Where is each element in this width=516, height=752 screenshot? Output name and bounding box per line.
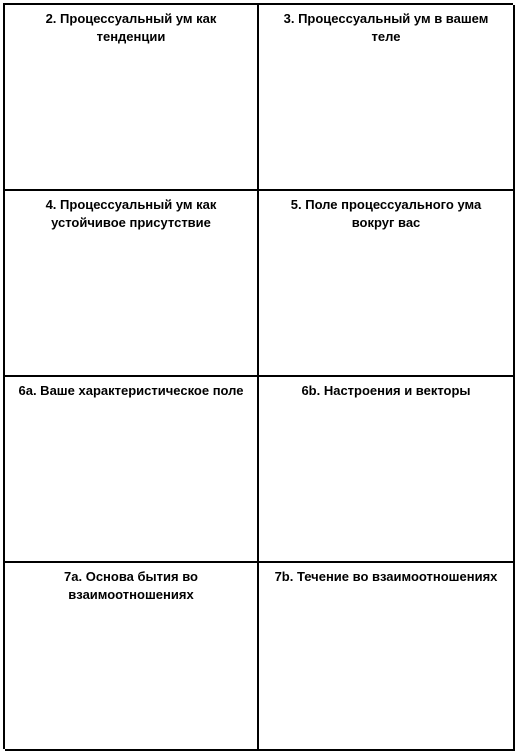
- cell-title: 3. Процессуальный ум в вашем теле: [283, 11, 489, 44]
- cell-6b-moods-vectors: [259, 377, 515, 563]
- cell-2-tendencies: [5, 5, 259, 191]
- cell-7a-ground-of-being: [5, 563, 259, 751]
- cell-4-presence: [5, 191, 259, 377]
- cell-3-body: [259, 5, 515, 191]
- cell-7b-flow: [259, 563, 515, 751]
- cell-title: 7b. Течение во взаимоотношениях: [274, 569, 498, 584]
- cell-title: 7a. Основа бытия во взаимоотношениях: [64, 569, 198, 602]
- worksheet-grid: [3, 3, 513, 749]
- cell-title: 4. Процессуальный ум как устойчивое присутствие: [45, 197, 217, 230]
- cell-title: 5. Поле процессуального ума вокруг вас: [290, 197, 482, 230]
- cell-6a-characteristic-field: [5, 377, 259, 563]
- cell-5-field: [259, 191, 515, 377]
- cell-title: 2. Процессуальный ум как тенденции: [45, 11, 217, 44]
- cell-title: 6b. Настроения и векторы: [301, 383, 471, 398]
- cell-title: 6a. Ваше характеристическое поле: [18, 383, 244, 398]
